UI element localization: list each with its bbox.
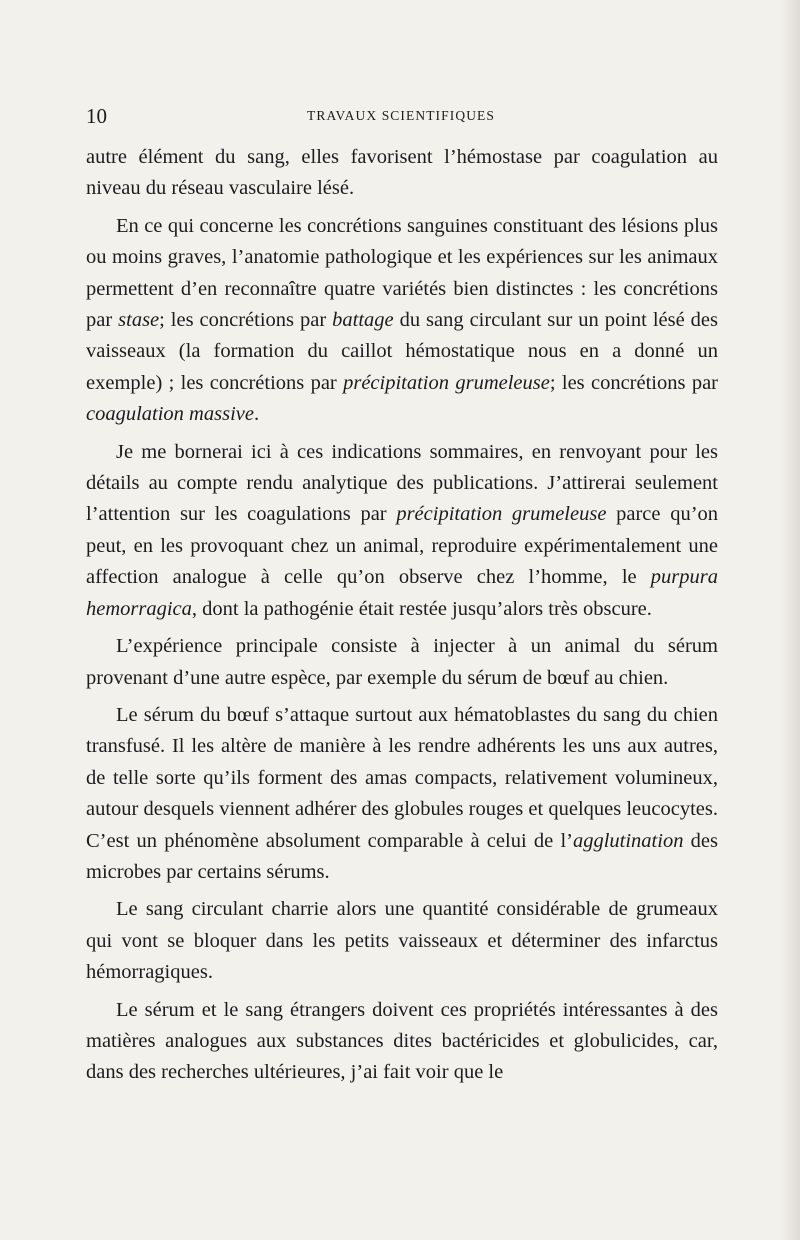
paragraph-4: L’expérience principale consiste à injecter à un animal du sérum provenant d’une autre espèce, par exemple du sérum de bœuf au chien.: [86, 635, 718, 689]
page-number: 10: [86, 104, 107, 128]
paragraph-6: Le sang circulant charrie alors une quantité considérable de grumeaux qui vont se bloquer dans les petits vaisseaux et déterminer des infarctus hémorragiques.: [86, 898, 718, 984]
italic-term: purpura hemorragica: [86, 566, 718, 620]
paragraph-3: [86, 437, 718, 625]
text-span: Le sérum du bœuf s’attaque surtout aux hématoblastes du sang du chien transfusé. Il les altère de manière à les rendre adhérents les uns aux autres, de telle sorte qu’ils forment des amas compacts, relativement volumineux, autour desquels viennent adhérer des globules rouges et quelques leucocytes. C’est un phénomène absolument comparable à celui de l’: [86, 703, 718, 852]
text-span: du sang circulant sur un point lésé des vaisseaux (la formation du caillot hémostatique nous en a donné un exemple) ; les concrétions par: [86, 309, 718, 394]
text-span: parce qu’on peut, en les provoquant chez un animal, reproduire expérimentalement une affection analogue à celle qu’on observe chez l’homme, le: [86, 503, 719, 589]
italic-term: agglutination: [572, 829, 684, 852]
body-text: [86, 142, 718, 1095]
paragraph-5: [86, 700, 718, 888]
page-header: [86, 104, 716, 128]
text-span: En ce qui concerne les concrétions sanguines constituant des lésions plus ou moins graves, l’anatomie pathologique et les expériences sur les animaux permettent d’en reconnaître quatre variétés bien distinctes : les concrétions par: [86, 214, 718, 332]
text-span: ; les concrétions par: [159, 309, 333, 332]
text-span: , dont la pathogénie était restée jusqu’alors très obscure.: [191, 597, 652, 620]
italic-term: précipitation grumeleuse: [396, 503, 607, 526]
italic-term: battage: [332, 309, 394, 332]
paragraph-7: Le sérum et le sang étrangers doivent ces propriétés intéressantes à des matières analogues aux substances dites bactéricides et globulicides, car, dans des recherches ultérieures, j’ai fait voir que le: [86, 998, 718, 1084]
text-span: Je me bornerai ici à ces indications sommaires, en renvoyant pour les détails au compte rendu analytique des publications. J’attirerai seulement l’attention sur les coagulations par: [86, 440, 718, 526]
page-edge-shadow: [780, 0, 800, 1240]
paragraph-1: autre élément du sang, elles favorisent l’hémostase par coagulation au niveau du réseau vasculaire lésé.: [86, 146, 718, 200]
italic-term: stase: [118, 309, 160, 332]
italic-term: coagulation massive: [86, 403, 254, 426]
italic-term: précipitation grumeleuse: [343, 371, 550, 394]
running-head: TRAVAUX SCIENTIFIQUES: [307, 108, 495, 123]
text-span: des microbes par certains sérums.: [86, 829, 719, 883]
paragraph-2: [86, 211, 718, 431]
text-span: ; les concrétions par: [549, 371, 718, 394]
text-span: .: [253, 403, 260, 426]
